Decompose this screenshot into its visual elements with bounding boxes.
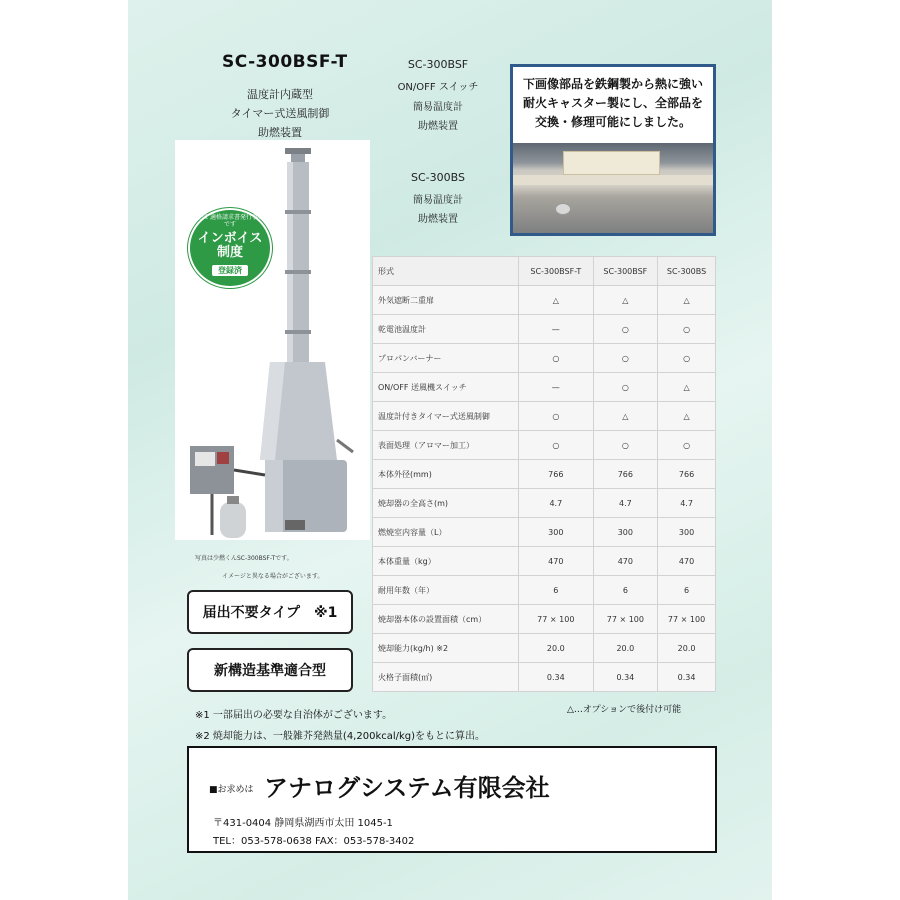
- spec-cell: ○: [658, 344, 716, 373]
- spec-row-label: 表面処理（アロマー加工）: [373, 431, 519, 460]
- badge-caption: 当社は 適格請求書発行事業者です: [190, 214, 270, 228]
- spec-row: [373, 286, 716, 315]
- spec-table-header: [373, 257, 716, 286]
- feature-line-1: 温度計内蔵型: [247, 88, 313, 101]
- badge-subtitle: 制度: [216, 245, 243, 260]
- spec-row: [373, 402, 716, 431]
- spec-cell: —: [519, 315, 594, 344]
- spec-row: [373, 634, 716, 663]
- spec-cell: 6: [658, 576, 716, 605]
- spec-row: [373, 547, 716, 576]
- spec-row-label: 火格子面積(㎡): [373, 663, 519, 692]
- photo-caption-1: 写真は少燃くんSC-300BSF-Tです。: [195, 555, 293, 562]
- spec-row: [373, 518, 716, 547]
- spec-cell: 470: [519, 547, 594, 576]
- variant-bs-name: SC-300BS: [411, 171, 465, 184]
- spec-cell: 300: [658, 518, 716, 547]
- spec-cell: 766: [519, 460, 594, 489]
- spec-cell: 4.7: [519, 489, 594, 518]
- spec-cell: 20.0: [658, 634, 716, 663]
- header-model-1: SC-300BSF-T: [519, 257, 594, 286]
- spec-row-label: プロパンバーナー: [373, 344, 519, 373]
- spec-cell: 300: [519, 518, 594, 547]
- feature-line-2: タイマー式送風制御: [230, 107, 330, 120]
- spec-row: [373, 489, 716, 518]
- spec-cell: △: [658, 373, 716, 402]
- spec-cell: 470: [658, 547, 716, 576]
- spec-row-label: 温度計付きタイマー式送風制御: [373, 402, 519, 431]
- spec-row-label: 本体外径(mm): [373, 460, 519, 489]
- option-note: △…オプションで後付け可能: [567, 705, 682, 715]
- spec-cell: 470: [593, 547, 658, 576]
- spec-cell: ○: [593, 431, 658, 460]
- spec-row-label: 外気遮断二重扉: [373, 286, 519, 315]
- spec-row: [373, 431, 716, 460]
- spec-row-label: 本体重量（kg）: [373, 547, 519, 576]
- spec-cell: 4.7: [658, 489, 716, 518]
- photo-note-line-2: 耐火キャスター製にし、全部品を: [522, 96, 703, 110]
- refractory-photo-panel: [510, 64, 716, 236]
- spec-row: [373, 576, 716, 605]
- spec-cell: ○: [593, 315, 658, 344]
- footnote-1: ※1 一部届出の必要な自治体がございます。: [195, 710, 393, 721]
- spec-cell: 77 × 100: [593, 605, 658, 634]
- contact-prefix: ■お求めは: [209, 785, 254, 795]
- model-title: SC-300BSF-T: [222, 52, 348, 72]
- company-phone: TEL：053-578-0638 FAX：053-578-3402: [213, 836, 415, 847]
- spec-cell: ○: [519, 344, 594, 373]
- spec-cell: △: [519, 286, 594, 315]
- spec-row-label: 焼却器本体の設置面積（cm）: [373, 605, 519, 634]
- spec-cell: 6: [519, 576, 594, 605]
- invoice-registration-badge: [188, 208, 272, 288]
- variant-bsf-name: SC-300BSF: [407, 58, 469, 71]
- no-notification-label: 届出不要タイプ ※1: [187, 590, 353, 634]
- incinerator-illustration: [175, 140, 370, 540]
- company-name: アナログシステム有限会社: [264, 774, 550, 802]
- spec-row: [373, 344, 716, 373]
- spec-cell: ○: [658, 431, 716, 460]
- spec-cell: ○: [593, 373, 658, 402]
- spec-cell: —: [519, 373, 594, 402]
- spec-row: [373, 460, 716, 489]
- variant-bs-feature-2: 助燃装置: [418, 214, 458, 225]
- spec-row: [373, 373, 716, 402]
- spec-row-label: 耐用年数（年）: [373, 576, 519, 605]
- refractory-parts-photo: [513, 143, 713, 233]
- spec-row: [373, 605, 716, 634]
- spec-row: [373, 315, 716, 344]
- photo-caption-2: イメージと異なる場合がございます。: [222, 573, 324, 580]
- badge-registered: 登録済: [212, 265, 248, 276]
- spec-cell: 766: [593, 460, 658, 489]
- spec-cell: 77 × 100: [658, 605, 716, 634]
- spec-row-label: 焼却器の全高さ(m): [373, 489, 519, 518]
- spec-cell: 0.34: [658, 663, 716, 692]
- variant-bs-feature-1: 簡易温度計: [413, 195, 463, 206]
- photo-note-line-3: 交換・修理可能にしました。: [534, 115, 691, 129]
- spec-row-label: ON/OFF 送風機スイッチ: [373, 373, 519, 402]
- spec-cell: △: [593, 402, 658, 431]
- photo-note: [513, 75, 713, 132]
- spec-row-label: 燃焼室内容量（L）: [373, 518, 519, 547]
- spec-table: [372, 256, 716, 692]
- spec-cell: 20.0: [519, 634, 594, 663]
- new-structure-label: 新構造基準適合型: [187, 648, 353, 692]
- spec-cell: 4.7: [593, 489, 658, 518]
- spec-cell: 0.34: [593, 663, 658, 692]
- spec-cell: 6: [593, 576, 658, 605]
- spec-cell: ○: [519, 402, 594, 431]
- variant-bsf-feature-2: 簡易温度計: [413, 102, 463, 113]
- header-model-3: SC-300BS: [658, 257, 716, 286]
- header-type: 形式: [373, 257, 519, 286]
- variant-bsf-feature-3: 助燃装置: [418, 121, 458, 132]
- spec-cell: 77 × 100: [519, 605, 594, 634]
- header-model-2: SC-300BSF: [593, 257, 658, 286]
- spec-cell: 300: [593, 518, 658, 547]
- spec-row-label: 焼却能力(kg/h) ※2: [373, 634, 519, 663]
- spec-cell: 0.34: [519, 663, 594, 692]
- spec-cell: 766: [658, 460, 716, 489]
- badge-title: インボイス: [197, 231, 263, 246]
- spec-cell: 20.0: [593, 634, 658, 663]
- feature-line-3: 助燃装置: [258, 126, 302, 139]
- incinerator-photo: [175, 140, 370, 540]
- spec-cell: ○: [658, 315, 716, 344]
- photo-note-line-1: 下画像部品を鉄鋼製から熱に強い: [522, 77, 703, 91]
- spec-cell: △: [593, 286, 658, 315]
- spec-row: [373, 663, 716, 692]
- spec-cell: △: [658, 402, 716, 431]
- variant-bsf-feature-1: ON/OFF スイッチ: [397, 82, 479, 93]
- spec-table-body: [373, 286, 716, 692]
- footnote-2: ※2 焼却能力は、一般雑芥発熱量(4,200kcal/kg)をもとに算出。: [195, 731, 486, 742]
- contact-box: [187, 746, 717, 853]
- spec-row-label: 乾電池温度計: [373, 315, 519, 344]
- spec-cell: ○: [593, 344, 658, 373]
- spec-cell: ○: [519, 431, 594, 460]
- company-address: 〒431-0404 静岡県湖西市太田 1045-1: [213, 818, 393, 829]
- spec-cell: △: [658, 286, 716, 315]
